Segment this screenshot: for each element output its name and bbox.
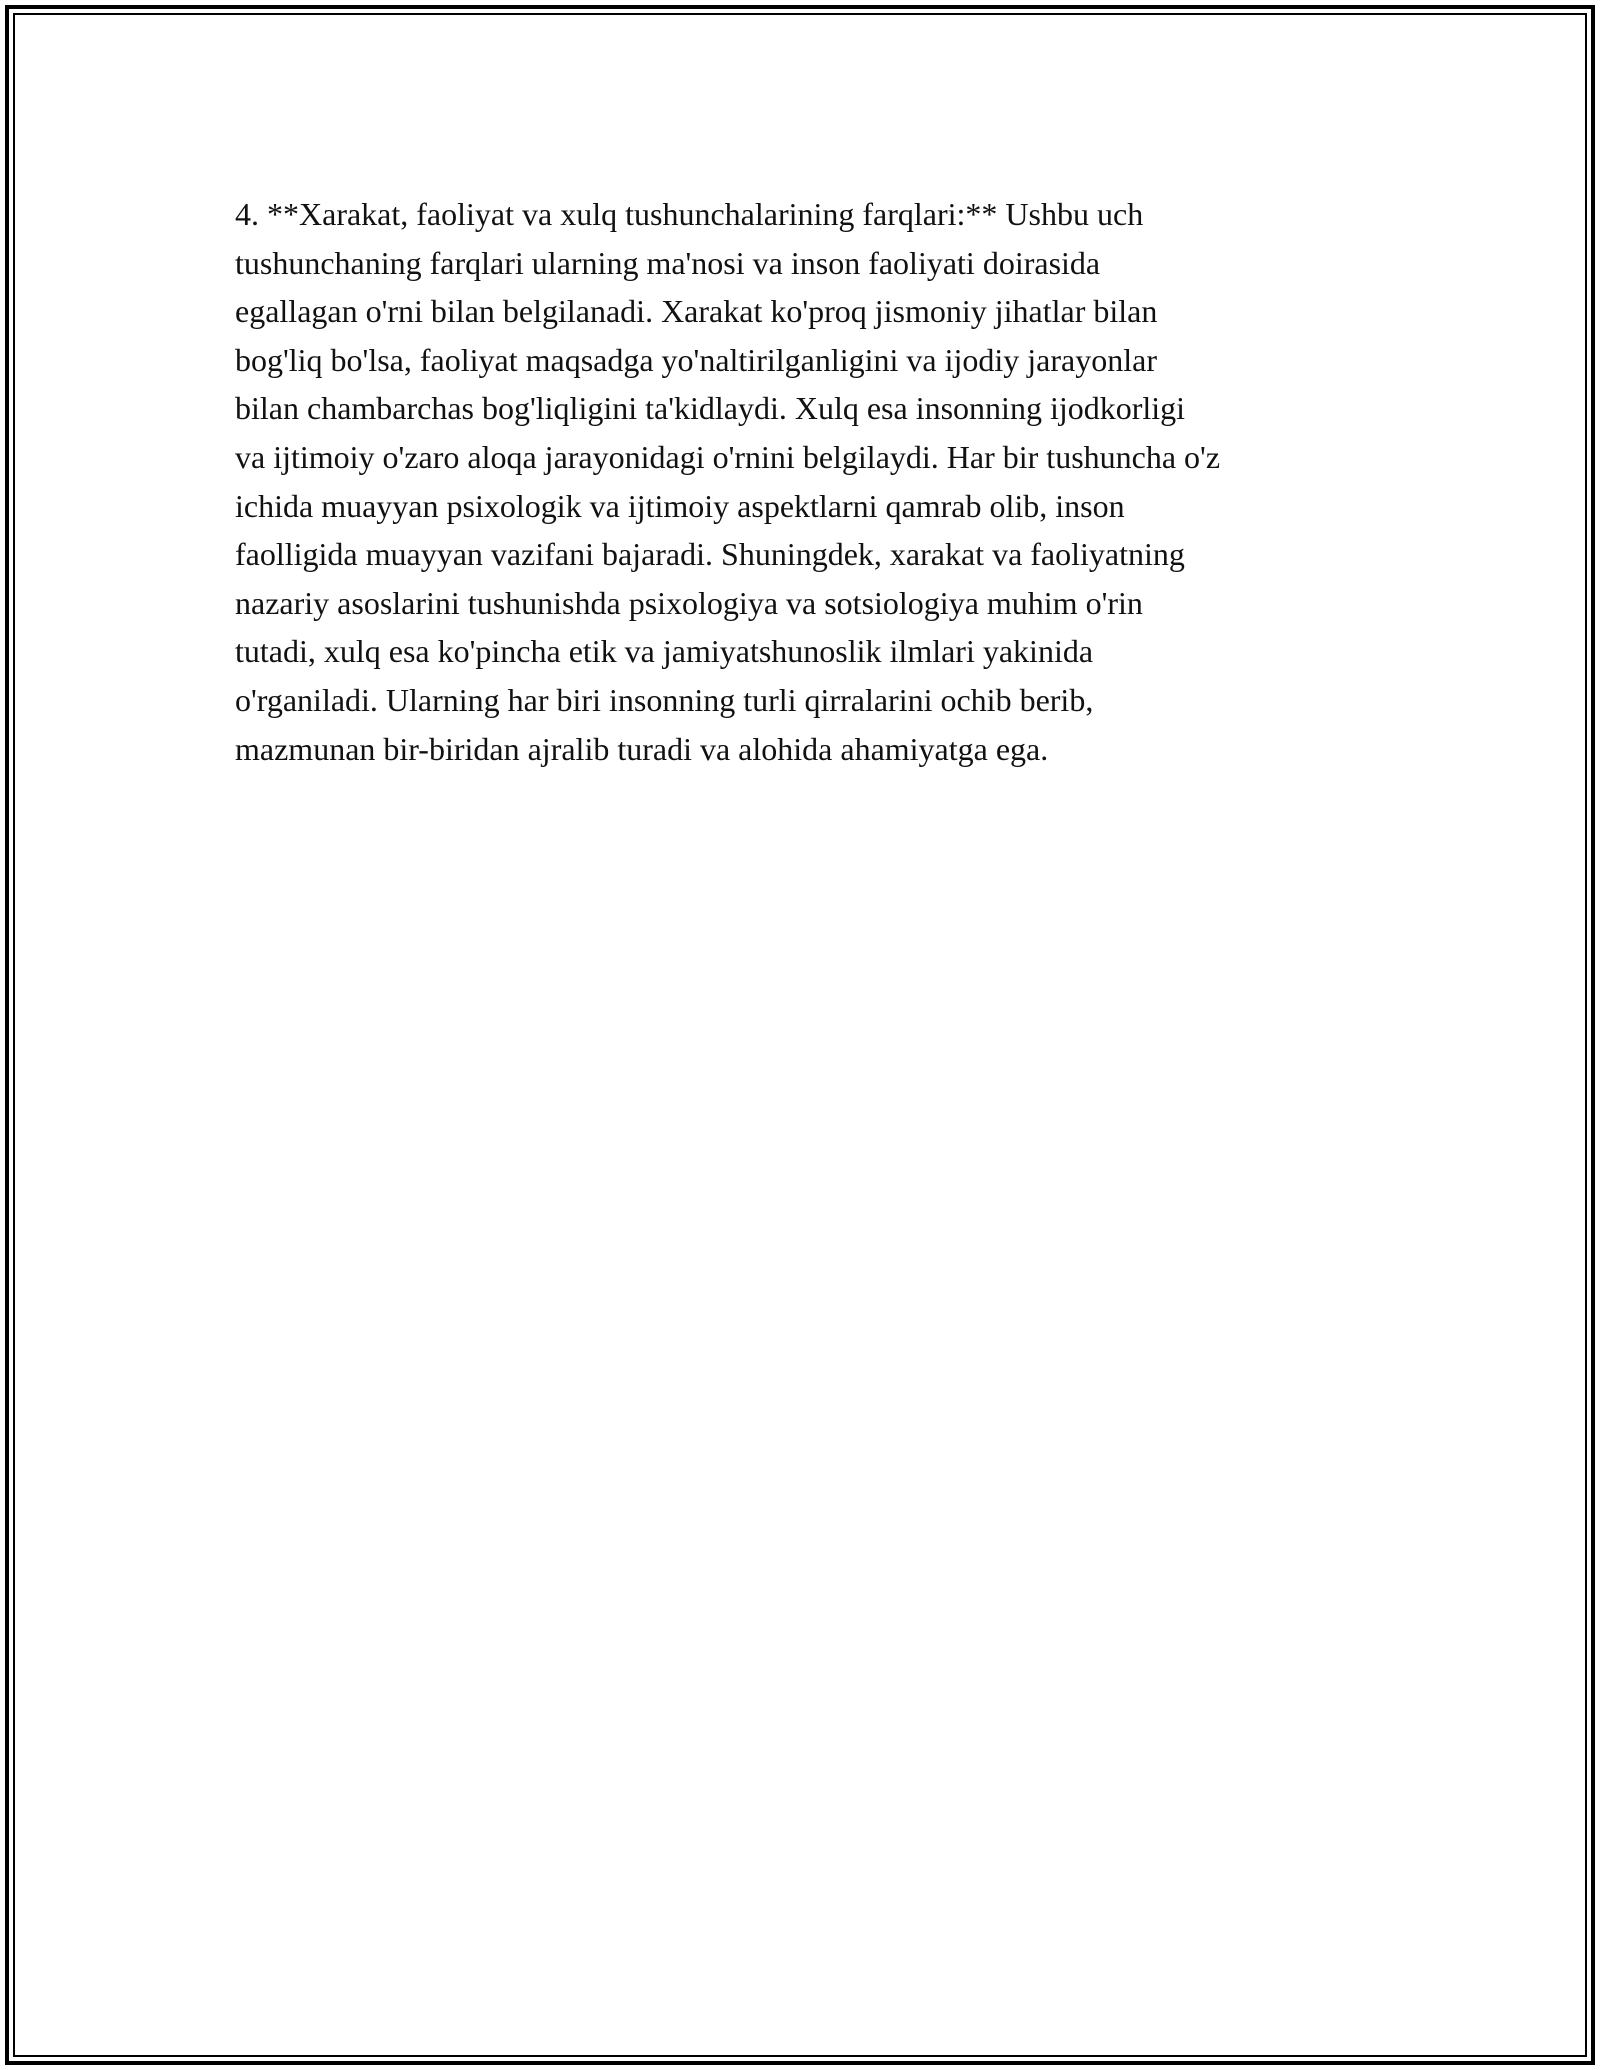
paragraph-line: mazmunan bir-biridan ajralib turadi va alohida ahamiyatga ega. — [235, 730, 1049, 767]
paragraph-line: faolligida muayyan vazifani bajaradi. Shuningdek, xarakat va faoliyatning — [235, 536, 1185, 573]
paragraph-line: ichida muayyan psixologik va ijtimoiy aspektlarni qamrab olib, inson — [235, 487, 1125, 524]
paragraph-line: o'rganiladi. Ularning har biri insonning turli qirralarini ochib berib, — [235, 681, 1094, 718]
paragraph-line: tushunchaning farqlari ularning ma'nosi va inson faoliyati doirasida — [235, 244, 1101, 281]
paragraph-line: 4. **Xarakat, faoliyat va xulq tushunchalarining farqlari:** Ushbu uch — [235, 196, 1144, 232]
paragraph-line: va ijtimoiy o'zaro aloqa jarayonidagi o'rnini belgilaydi. Har bir tushuncha o'z — [235, 438, 1221, 475]
paragraph-line: egallagan o'rni bilan belgilanadi. Xarakat ko'proq jismoniy jihatlar bilan — [235, 293, 1158, 330]
paragraph-line: bilan chambarchas bog'liqligini ta'kidlaydi. Xulq esa insonning ijodkorligi — [235, 390, 1186, 427]
paragraph-line: nazariy asoslarini tushunishda psixologiya va sotsiologiya muhim o'rin — [235, 584, 1143, 621]
paragraph-line: bog'liq bo'lsa, faoliyat maqsadga yo'naltirilganligini va ijodiy jarayonlar — [235, 341, 1157, 378]
body-paragraph — [235, 190, 1375, 773]
paragraph-line: tutadi, xulq esa ko'pincha etik va jamiyatshunoslik ilmlari yakinida — [235, 633, 1094, 670]
